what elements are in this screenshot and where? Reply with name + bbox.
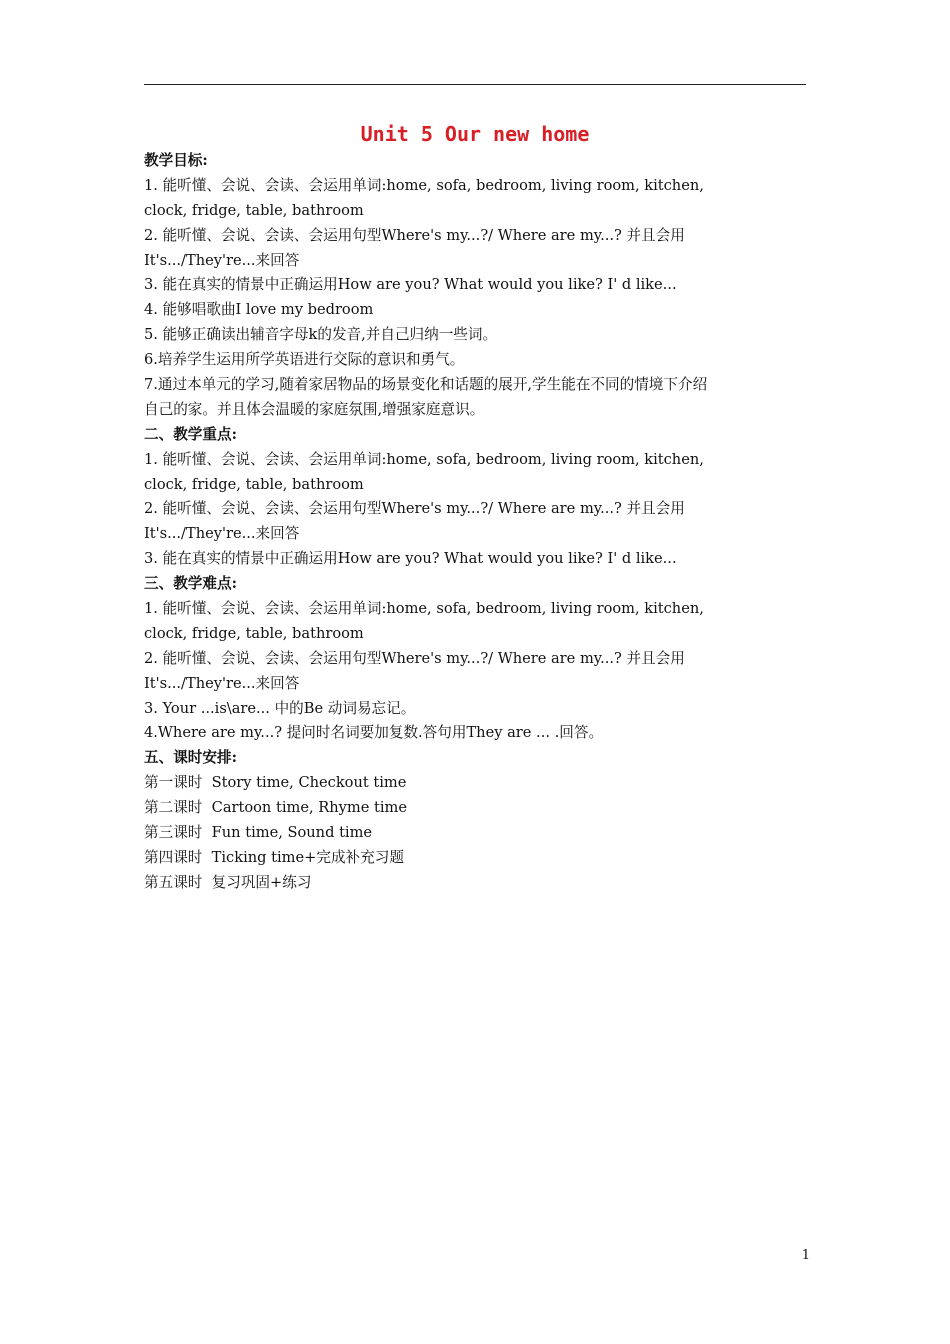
body-line: 6.培养学生运用所学英语进行交际的意识和勇气。 [144, 351, 465, 369]
body-line: 5. 能够正确读出辅音字母k的发音,并自己归纳一些词。 [144, 326, 498, 344]
section-heading: 二、教学重点: [144, 425, 237, 443]
body-line: 3. 能在真实的情景中正确运用How are you? What would you like? I' d like... [144, 550, 677, 568]
body-line: 4.Where are my...? 提问时名词要加复数.答句用They are ... .回答。 [144, 724, 604, 742]
body-line: 3. Your ...is\are... 中的Be 动词易忘记。 [144, 699, 416, 717]
section-heading: 五、课时安排: [144, 749, 237, 767]
section-key-points [144, 423, 806, 572]
body-line: It's.../They're...来回答 [144, 525, 300, 543]
body-line: clock, fridge, table, bathroom [144, 201, 364, 219]
body-line: 4. 能够唱歌曲I love my bedroom [144, 301, 374, 319]
body-line: It's.../They're...来回答 [144, 674, 300, 692]
section-heading: 三、教学难点: [144, 575, 237, 593]
body-line: 2. 能听懂、会说、会读、会运用句型Where's my...?/ Where are my...? 并且会用 [144, 649, 685, 667]
schedule-line: 第二课时 Cartoon time, Rhyme time [144, 799, 408, 817]
document-body [144, 149, 806, 896]
section-objectives [144, 149, 806, 423]
document-title: Unit 5 Our new home [360, 122, 590, 146]
body-line: 2. 能听懂、会说、会读、会运用句型Where's my...?/ Where are my...? 并且会用 [144, 500, 685, 518]
schedule-line: 第四课时 Ticking time+完成补充习题 [144, 848, 404, 866]
section-heading: 教学目标: [144, 152, 208, 169]
body-line: 1. 能听懂、会说、会读、会运用单词:home, sofa, bedroom, living room, kitchen, [144, 450, 704, 468]
section-schedule [144, 746, 806, 895]
body-line: clock, fridge, table, bathroom [144, 624, 364, 642]
section-difficulties [144, 572, 806, 746]
body-line: 3. 能在真实的情景中正确运用How are you? What would you like? I' d like... [144, 276, 677, 294]
body-line: 7.通过本单元的学习,随着家居物品的场景变化和话题的展开,学生能在不同的情境下介绍 [144, 376, 708, 394]
page-number: 1 [801, 1248, 810, 1263]
schedule-line: 第五课时 复习巩固+练习 [144, 873, 312, 891]
schedule-line: 第一课时 Story time, Checkout time [144, 774, 407, 792]
body-line: clock, fridge, table, bathroom [144, 475, 364, 493]
body-line: 2. 能听懂、会说、会读、会运用句型Where's my...?/ Where are my...? 并且会用 [144, 226, 685, 244]
body-line: 1. 能听懂、会说、会读、会运用单词:home, sofa, bedroom, living room, kitchen, [144, 600, 704, 618]
body-line: 自己的家。并且体会温暖的家庭氛围,增强家庭意识。 [144, 400, 485, 418]
body-line: It's.../They're...来回答 [144, 251, 300, 269]
header-rule [144, 84, 806, 85]
schedule-line: 第三课时 Fun time, Sound time [144, 824, 373, 842]
body-line: 1. 能听懂、会说、会读、会运用单词:home, sofa, bedroom, living room, kitchen, [144, 176, 704, 194]
